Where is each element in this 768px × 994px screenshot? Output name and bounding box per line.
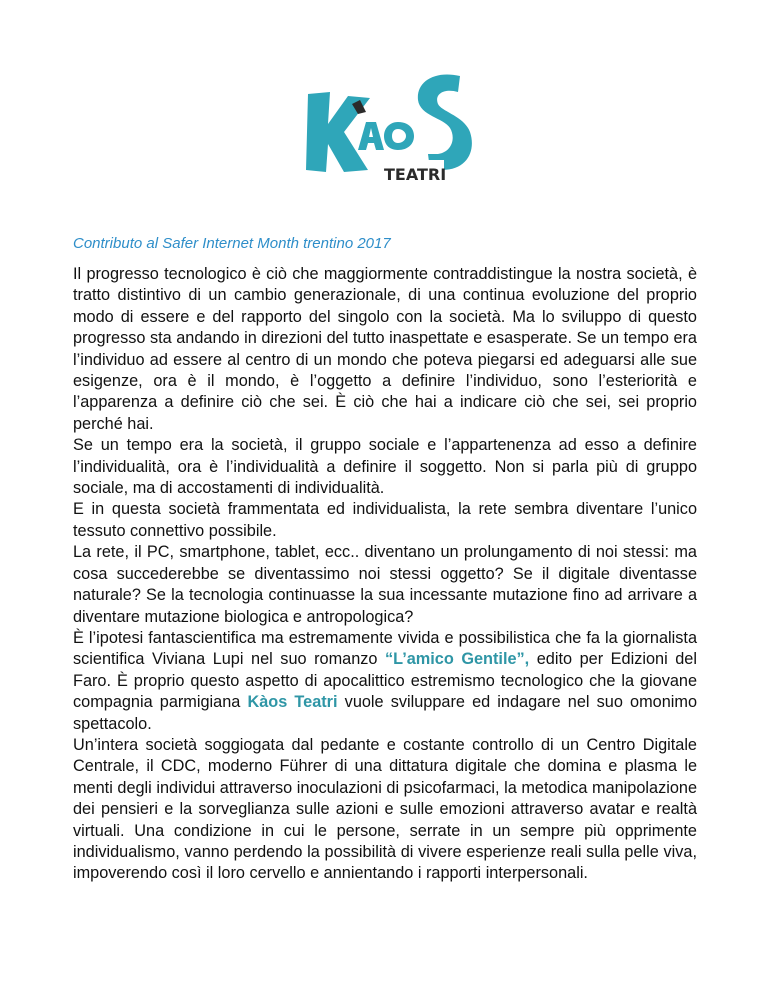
kaos-teatri-logo <box>300 66 480 196</box>
article-heading: Contributo al Safer Internet Month trentino 2017 <box>73 235 391 252</box>
paragraph: Un’intera società soggiogata dal pedante e costante controllo di un Centro Digitale Centrale, il CDC, moderno Führer di una dittatura digitale che domina e plasma le menti degli individui attraverso inoculazioni di psicofarmaci, la metodica manipolazione dei pensieri e la sorveglianza sulle azioni e sulle emozioni attraverso avatar e realtà virtuali. Una condizione in cui le persone, serrate in un sempre più opprimente individualismo, vanno perdendo la possibilità di vivere esperienze reali sulla pelle viva, impoverendo così il loro cervello e annientando i rapporti interpersonali. <box>73 735 697 883</box>
book-title: “L’amico Gentile”, <box>385 650 530 669</box>
paragraph <box>73 628 697 735</box>
paragraph-text: vuole sviluppare ed indagare nel suo omonimo spettacolo. <box>73 693 698 733</box>
paragraph: Il progresso tecnologico è ciò che maggiormente contraddistingue la nostra società, è tratto distintivo di un cambio generazionale, di una continua evoluzione del proprio modo di essere e del rapporto del singolo con la società. Ma lo sviluppo di questo progresso sta andando in direzioni del tutto inaspettate e esasperate. Se un tempo era l’individuo ad essere al centro di un mondo che poteva piegarsi ed adeguarsi alle sue esigenze, ora è il mondo, è l’oggetto a definire l’individuo, sono l’esteriorità e l’apparenza a definire ciò che sei. È ciò che hai a indicare ciò che sei, sei proprio perché hai. <box>73 265 697 433</box>
company-name: Kàos Teatri <box>247 693 338 712</box>
svg-text:TEATRI: TEATRI <box>384 165 447 184</box>
paragraph-text: edito per Edizioni del Faro. È proprio questo aspetto di apocalittico estremismo tecnologico che la giovane compagnia parmigiana <box>73 650 697 712</box>
paragraph: Se un tempo era la società, il gruppo sociale e l’appartenenza ad esso a definire l’individualità, ora è l’individualità a definire il soggetto. Non si parla più di gruppo sociale, ma di accostamenti di individualità. <box>73 436 697 498</box>
paragraph-text: È l’ipotesi fantascientifica ma estremamente vivida e possibilistica che fa la giornalista scientifica Viviana Lupi nel suo romanzo <box>73 628 697 669</box>
paragraph: La rete, il PC, smartphone, tablet, ecc.. diventano un prolungamento di noi stessi: ma cosa succederebbe se diventassimo noi stessi oggetto? Se il digitale diventasse naturale? Se la tecnologia continuasse la sua incessante mutazione fino ad arrivare a diventare mutazione biologica e antropologica? <box>73 543 697 626</box>
article-body <box>73 264 697 885</box>
paragraph: E in questa società frammentata ed individualista, la rete sembra diventare l’unico tessuto connettivo possibile. <box>73 500 697 540</box>
logo-graphic <box>300 66 480 196</box>
